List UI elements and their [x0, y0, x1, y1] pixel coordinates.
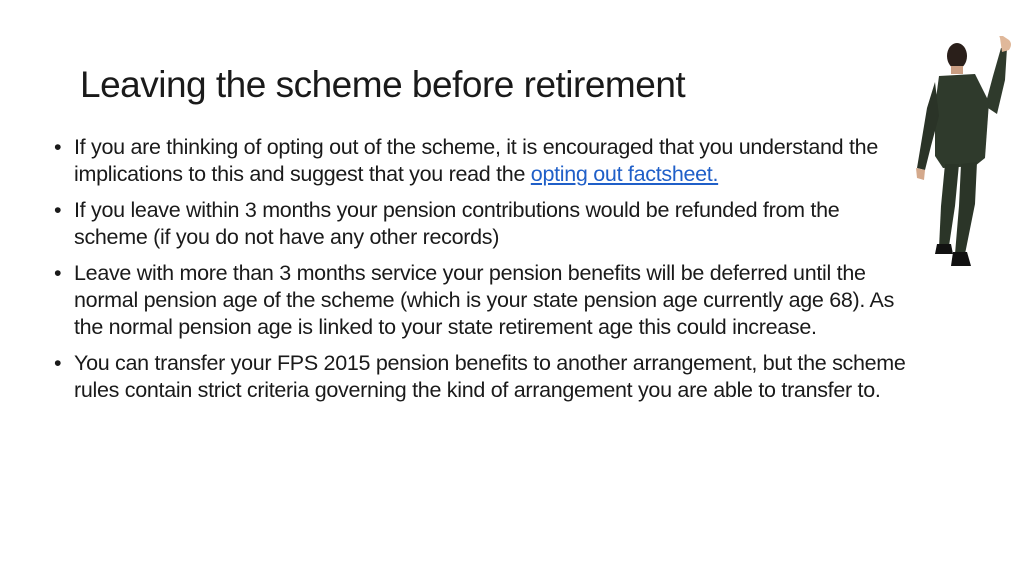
- bullet-item-leave-within-3-months: [52, 197, 912, 251]
- bullet-icon: •: [54, 351, 62, 375]
- bullet-text: If you are thinking of opting out of the scheme, it is encouraged that you understand the implications to this and suggest that you read the: [74, 135, 878, 186]
- bullet-text: Leave with more than 3 months service your pension benefits will be deferred until the normal pension age of the scheme (which is your state pension age currently age 68). As the normal pension age is linked to your state retirement age this could increase.: [74, 261, 895, 339]
- bullet-item-transfer: [52, 350, 912, 404]
- bullet-item-opting-out: [52, 134, 912, 188]
- man-waving-illustration-icon: [905, 36, 1017, 276]
- bullet-icon: •: [54, 135, 62, 159]
- opting-out-factsheet-link[interactable]: opting out factsheet.: [530, 162, 719, 186]
- slide-title: Leaving the scheme before retirement: [80, 64, 686, 105]
- bullet-icon: •: [54, 198, 62, 222]
- bullet-list: [52, 134, 912, 413]
- bullet-text: You can transfer your FPS 2015 pension benefits to another arrangement, but the scheme rules contain strict criteria governing the kind of arrangement you are able to transfer to.: [74, 351, 906, 402]
- bullet-icon: •: [54, 261, 62, 285]
- bullet-text: If you leave within 3 months your pension contributions would be refunded from the scheme (if you do not have any other records): [74, 198, 840, 249]
- bullet-item-deferred-benefits: [52, 260, 912, 341]
